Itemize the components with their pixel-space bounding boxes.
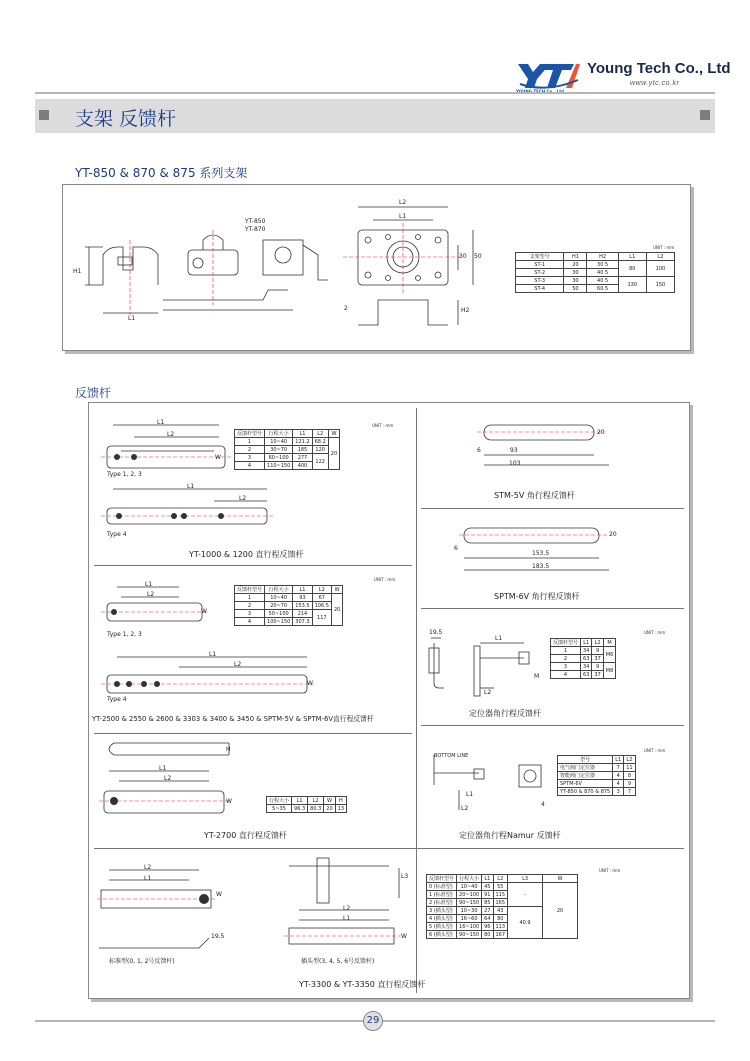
cell: 5 (插头型)	[427, 923, 457, 931]
cell: -	[508, 883, 543, 907]
d50-label: 50	[474, 253, 482, 260]
cell: 37	[592, 655, 603, 663]
cell: 150	[646, 277, 674, 293]
d6-label: 6	[477, 447, 481, 454]
cell: 1	[551, 647, 581, 655]
header-rule	[35, 92, 715, 94]
cell: 10~40	[265, 438, 293, 446]
cell: 110~150	[265, 462, 293, 470]
yt1000-drawing	[89, 403, 416, 565]
w-label: W	[216, 891, 222, 898]
cell: 100~150	[265, 618, 293, 626]
cell: 9	[592, 663, 603, 671]
cell: 4	[613, 772, 624, 780]
cell: M6	[603, 647, 616, 663]
cell: 34	[581, 647, 592, 655]
cell: 60~100	[265, 454, 293, 462]
stm5v-caption: STM-5V 角行程反馈杆	[494, 491, 575, 500]
l2-label: L2	[147, 591, 155, 598]
h2-label: H2	[461, 307, 470, 314]
cell: 20	[328, 438, 339, 470]
cell: ST-3	[516, 277, 564, 285]
w-label: W	[201, 608, 207, 615]
th: 行程大小	[265, 430, 293, 438]
cell: 10~40	[457, 883, 482, 891]
cell: 3	[235, 610, 265, 618]
d4-label: 4	[541, 801, 545, 808]
cell: 27	[482, 907, 493, 915]
cell: 68.2	[312, 438, 328, 446]
cell: 20	[543, 883, 578, 939]
l2-label: L2	[144, 864, 152, 871]
bottom-label: BOTTOM LINE	[434, 753, 469, 759]
th: L2	[312, 430, 328, 438]
l2-label: L2	[167, 431, 175, 438]
cell: SPTM-6V	[558, 780, 613, 788]
unit-label: UNIT : mm	[599, 868, 621, 873]
cell: 智能阀门定位器	[558, 772, 613, 780]
th: L2	[646, 253, 674, 261]
cell: 400	[293, 462, 312, 470]
th: 支架型号	[516, 253, 564, 261]
w-label: W	[401, 933, 407, 940]
cell: 2 (标准型)	[427, 899, 457, 907]
cell: 63	[581, 671, 592, 679]
cell: 37	[592, 671, 603, 679]
l2-label: L2	[164, 775, 172, 782]
cell: 96	[482, 923, 493, 931]
cell: 0 (标准型)	[427, 883, 457, 891]
feedback-panel	[88, 402, 690, 999]
sptm6v-caption: SPTM-6V 角行程反馈杆	[494, 592, 580, 601]
model-a-label: YT-850	[245, 218, 266, 225]
th: L1	[618, 253, 646, 261]
title-band	[35, 99, 715, 133]
bracket-unit: UNIT : mm	[653, 245, 675, 250]
w-label: W	[226, 798, 232, 805]
d2-label: 2	[344, 305, 348, 312]
l1-label: L1	[145, 581, 153, 588]
th: M	[603, 639, 616, 647]
cell: 20	[324, 805, 335, 813]
company-website: www.ytc.co.kr	[630, 80, 680, 87]
type-label: Type 4	[107, 531, 127, 538]
cell: ST-4	[516, 285, 564, 293]
cell: 185	[293, 446, 312, 454]
unit-label: UNIT : mm	[644, 630, 666, 635]
l1-label: L1	[466, 791, 474, 798]
cell: 9	[624, 780, 635, 788]
l1-label: L1	[209, 651, 217, 658]
type-label: Type 4	[107, 696, 127, 703]
th: L2	[312, 586, 331, 594]
th: 反馈杆型号	[235, 586, 265, 594]
cell: 307.3	[293, 618, 312, 626]
th: 行程大小	[457, 875, 482, 883]
th: 行程大小	[265, 586, 293, 594]
d30-label: 30	[459, 253, 467, 260]
yt2500-table	[234, 585, 343, 626]
d195-label: 19.5	[429, 629, 443, 636]
cell: 55	[493, 883, 508, 891]
cell: 120	[312, 446, 328, 454]
company-name: Young Tech Co., Ltd	[587, 60, 731, 77]
namur-caption: 定位器角行程Namur 反馈杆	[459, 831, 561, 840]
cell: 13	[335, 805, 346, 813]
page-number: 29	[363, 1011, 383, 1031]
cell: 4 (插头型)	[427, 915, 457, 923]
cell: 80.3	[308, 805, 324, 813]
unit-label: UNIT : mm	[374, 577, 396, 582]
th: L2	[493, 875, 508, 883]
cell: 277	[293, 454, 312, 462]
cell: 113	[493, 923, 508, 931]
th: L2	[308, 797, 324, 805]
cell: 10~40	[265, 594, 293, 602]
cell: 20~100	[457, 891, 482, 899]
cell: 45	[482, 883, 493, 891]
th: W	[328, 430, 339, 438]
th: L2	[592, 639, 603, 647]
cell: 106.5	[312, 602, 331, 610]
cell: 63	[581, 655, 592, 663]
th: L1	[293, 586, 312, 594]
cell: 7	[613, 764, 624, 772]
th: 型号	[558, 756, 613, 764]
l2-label: L2	[399, 199, 407, 206]
cell: 4	[613, 780, 624, 788]
w-label: W	[215, 454, 221, 461]
cell: 85	[482, 899, 493, 907]
unit-label: UNIT : mm	[644, 748, 666, 753]
th: W	[331, 586, 342, 594]
cell: 16~100	[457, 923, 482, 931]
cell: 90~150	[457, 899, 482, 907]
th: W	[543, 875, 578, 883]
yt2700-table	[266, 796, 347, 813]
yt2700-caption: YT-2700 直行程反馈杆	[204, 831, 287, 840]
cell: YT-850 & 870 & 875	[558, 788, 613, 796]
cell: 40.9	[508, 907, 543, 939]
cell: 电气阀门定位器	[558, 764, 613, 772]
section2-title: 反馈杆	[75, 386, 112, 400]
cell: 40.5	[587, 269, 618, 277]
cell: 3	[613, 788, 624, 796]
th: H1	[564, 253, 587, 261]
l2-label: L2	[484, 689, 492, 696]
cell: 96.3	[292, 805, 308, 813]
d153-label: 153.5	[532, 550, 550, 557]
cell: 50~100	[265, 610, 293, 618]
cell: 11	[624, 764, 635, 772]
type-label: Type 1, 2, 3	[107, 631, 142, 638]
th: 反馈杆型号	[235, 430, 265, 438]
cell: 34	[581, 663, 592, 671]
cell: 121.2	[293, 438, 312, 446]
d6-label: 6	[454, 545, 458, 552]
cell: ST-1	[516, 261, 564, 269]
positioner-table	[550, 638, 616, 679]
cell: 100	[646, 261, 674, 277]
cell: 2	[235, 602, 265, 610]
namur-table	[557, 755, 636, 796]
cell: 30	[564, 269, 587, 277]
cell: 165	[493, 899, 508, 907]
cell: 2	[235, 446, 265, 454]
cell: 80	[493, 915, 508, 923]
cell: 67	[312, 594, 331, 602]
cell: 30~70	[265, 446, 293, 454]
cell: 43	[493, 907, 508, 915]
yt1000-table	[234, 429, 340, 470]
cell: 60.5	[587, 285, 618, 293]
cell: 2	[551, 655, 581, 663]
cell: 6 (插头型)	[427, 931, 457, 939]
cell: 153.5	[293, 602, 312, 610]
section1-title: YT-850 & 870 & 875 系列支架	[75, 166, 248, 180]
cell: 3	[551, 663, 581, 671]
cell: 1	[235, 438, 265, 446]
l1-label: L1	[128, 315, 136, 322]
l2-label: L2	[461, 805, 469, 812]
l1-label: L1	[157, 419, 165, 426]
d20-label: 20	[609, 531, 617, 538]
cell: 50	[564, 285, 587, 293]
th: L1	[292, 797, 308, 805]
cell: 4	[235, 462, 265, 470]
cell: 20~70	[265, 602, 293, 610]
h-label: H	[226, 746, 231, 753]
ins-caption: 插头型(3, 4, 5, 6号反馈杆)	[301, 958, 375, 965]
th: L1	[293, 430, 312, 438]
cell: 30.5	[587, 261, 618, 269]
d93-label: 93	[510, 447, 518, 454]
l2-label: L2	[239, 495, 247, 502]
ytc-logo-icon	[516, 60, 580, 90]
cell: ST-2	[516, 269, 564, 277]
l1-top-label: L1	[399, 213, 407, 220]
l1-label: L1	[495, 635, 503, 642]
positioner-caption: 定位器角行程反馈杆	[469, 709, 541, 718]
yt1000-caption: YT-1000 & 1200 直行程反馈杆	[189, 550, 304, 559]
th: 反馈杆型号	[551, 639, 581, 647]
std-caption: 标准型(0, 1, 2号反馈杆)	[109, 958, 175, 965]
cell: 117	[312, 610, 331, 626]
cell: 3	[235, 454, 265, 462]
cell: 10~30	[457, 907, 482, 915]
l3-label: L3	[401, 873, 409, 880]
th: L2	[624, 756, 635, 764]
title-square-right	[700, 110, 710, 120]
cell: 40.5	[587, 277, 618, 285]
th: L1	[482, 875, 493, 883]
cell: 64	[482, 915, 493, 923]
th: 反馈杆型号	[427, 875, 457, 883]
cell: 20	[564, 261, 587, 269]
cell: 80	[482, 931, 493, 939]
l1-label: L1	[144, 875, 152, 882]
th: H	[335, 797, 346, 805]
cell: 93	[293, 594, 312, 602]
cell: M8	[603, 663, 616, 679]
title-square-left	[39, 110, 49, 120]
d20-label: 20	[597, 429, 605, 436]
th: L3	[508, 875, 543, 883]
cell: 91	[482, 891, 493, 899]
page-title: 支架 反馈杆	[75, 108, 177, 130]
th: L1	[581, 639, 592, 647]
cell: 3 (插头型)	[427, 907, 457, 915]
bracket-table	[515, 252, 675, 293]
l1-label: L1	[343, 915, 351, 922]
yt2500-caption: YT-2500 & 2550 & 2600 & 3303 & 3400 & 3450 & SPTM-5V & SPTM-6V直行程反馈杆	[92, 715, 374, 723]
h1-label: H1	[73, 268, 82, 275]
cell: 7	[624, 788, 635, 796]
cell: 9	[592, 647, 603, 655]
cell: 214	[293, 610, 312, 618]
th: W	[324, 797, 335, 805]
yt3300-table	[426, 874, 578, 939]
cell: 90~150	[457, 931, 482, 939]
cell: 30	[564, 277, 587, 285]
cell: 4	[235, 618, 265, 626]
cell: 20	[331, 594, 342, 626]
cell: 4	[551, 671, 581, 679]
d195-label: 19.5	[211, 933, 225, 940]
l2-label: L2	[343, 905, 351, 912]
w-label: W	[307, 680, 313, 687]
cell: 5~35	[267, 805, 292, 813]
l1-label: L1	[187, 483, 195, 490]
m-label: M	[534, 673, 540, 680]
th: H2	[587, 253, 618, 261]
cell: 130	[618, 277, 646, 293]
model-b-label: YT-870	[245, 226, 266, 233]
d103-label: 103	[509, 460, 521, 467]
type-label: Type 1, 2, 3	[107, 471, 142, 478]
yt3300-caption: YT-3300 & YT-3350 直行程反馈杆	[299, 980, 426, 989]
cell: 167	[493, 931, 508, 939]
cell: 122	[312, 454, 328, 470]
unit-label: UNIT : mm	[372, 423, 394, 428]
cell: 80	[618, 261, 646, 277]
cell: 1 (标准型)	[427, 891, 457, 899]
cell: 16~60	[457, 915, 482, 923]
bracket-panel	[62, 184, 691, 351]
l1-label: L1	[159, 765, 167, 772]
cell: 115	[493, 891, 508, 899]
l2-label: L2	[234, 661, 242, 668]
d183-label: 183.5	[532, 563, 550, 570]
cell: 1	[235, 594, 265, 602]
th: 行程大小	[267, 797, 292, 805]
cell: 8	[624, 772, 635, 780]
th: L1	[613, 756, 624, 764]
